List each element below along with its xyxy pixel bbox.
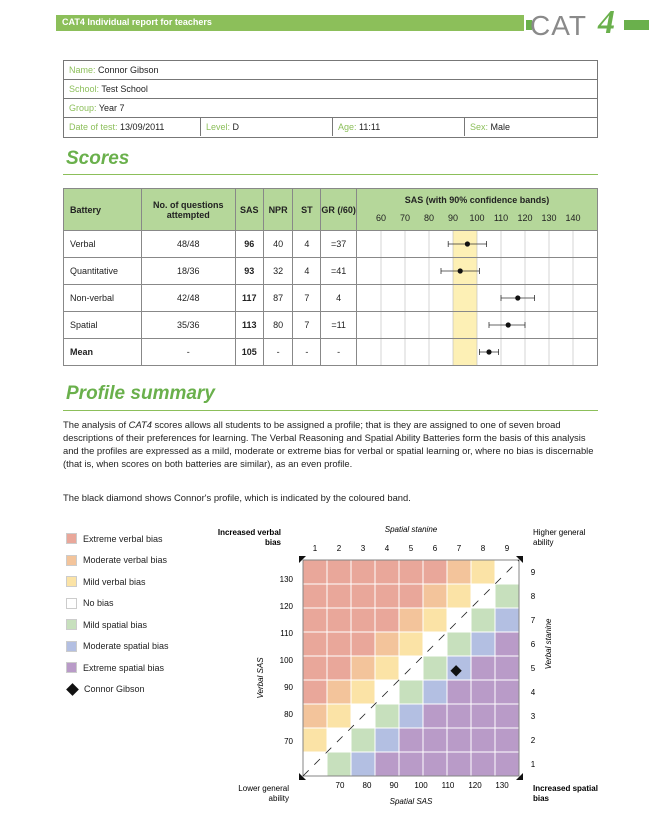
spatial-sas-label: 120 bbox=[468, 781, 482, 790]
logo-text: CAT bbox=[530, 10, 587, 41]
grid-cell bbox=[375, 560, 399, 584]
profile-heading: Profile summary bbox=[66, 383, 215, 404]
attempted-value: 48/48 bbox=[141, 231, 235, 258]
grid-cell bbox=[495, 752, 519, 776]
grid-cell bbox=[495, 704, 519, 728]
grid-cell bbox=[303, 608, 327, 632]
spatial-stanine-axis-title: Spatial stanine bbox=[384, 525, 438, 534]
grid-cell bbox=[303, 560, 327, 584]
sas-value: 117 bbox=[235, 285, 263, 312]
spatial-stanine-label: 8 bbox=[480, 544, 486, 553]
spatial-sas-label: 90 bbox=[389, 781, 399, 790]
battery-name: Quantitative bbox=[64, 258, 142, 285]
grid-cell bbox=[375, 656, 399, 680]
verbal-sas-label: 100 bbox=[279, 656, 293, 665]
verbal-sas-label: 70 bbox=[284, 737, 293, 746]
student-name: Connor Gibson bbox=[98, 65, 159, 75]
col-npr: NPR bbox=[263, 189, 293, 231]
grid-cell bbox=[447, 584, 471, 608]
level-cell: Level: D bbox=[200, 118, 239, 136]
verbal-stanine-axis-title: Verbal stanine bbox=[544, 618, 553, 670]
grid-cell bbox=[471, 608, 495, 632]
grid-cell bbox=[495, 584, 519, 608]
grid-cell bbox=[447, 632, 471, 656]
st-value: 4 bbox=[293, 258, 321, 285]
battery-name: Spatial bbox=[64, 312, 142, 339]
grid-cell bbox=[351, 752, 375, 776]
verbal-stanine-label: 4 bbox=[530, 688, 536, 697]
grid-cell bbox=[495, 680, 519, 704]
grid-cell bbox=[375, 584, 399, 608]
test-date: 13/09/2011 bbox=[120, 122, 165, 132]
npr-value: 40 bbox=[263, 231, 293, 258]
grid-cell bbox=[399, 704, 423, 728]
grid-cell bbox=[327, 704, 351, 728]
grid-cell bbox=[351, 608, 375, 632]
spatial-stanine-label: 4 bbox=[384, 544, 390, 553]
legend-label: Moderate spatial bias bbox=[83, 641, 169, 652]
npr-value: 80 bbox=[263, 312, 293, 339]
st-value: 7 bbox=[293, 312, 321, 339]
grid-cell bbox=[303, 704, 327, 728]
grid-cell bbox=[303, 656, 327, 680]
grid-cell bbox=[375, 728, 399, 752]
grid-cell bbox=[399, 728, 423, 752]
chart-header-title: SAS (with 90% confidence bands) bbox=[404, 195, 550, 205]
battery-name: Verbal bbox=[64, 231, 142, 258]
grid-cell bbox=[423, 560, 447, 584]
grid-cell bbox=[399, 584, 423, 608]
axis-tick-label: 90 bbox=[447, 213, 458, 223]
grid-cell bbox=[423, 704, 447, 728]
sas-value: 93 bbox=[235, 258, 263, 285]
spatial-stanine-label: 3 bbox=[360, 544, 366, 553]
battery-name: Mean bbox=[64, 339, 142, 366]
spatial-stanine-label: 7 bbox=[456, 544, 462, 553]
grid-cell bbox=[375, 704, 399, 728]
spatial-sas-label: 130 bbox=[495, 781, 509, 790]
grid-cell bbox=[327, 560, 351, 584]
verbal-stanine-label: 7 bbox=[530, 616, 536, 625]
verbal-stanine-label: 5 bbox=[530, 664, 536, 673]
grid-cell bbox=[471, 632, 495, 656]
axis-tick-label: 70 bbox=[399, 213, 410, 223]
grid-cell bbox=[351, 728, 375, 752]
spatial-sas-label: 110 bbox=[441, 781, 455, 790]
gr-value: 4 bbox=[321, 285, 357, 312]
grid-cell bbox=[495, 632, 519, 656]
npr-value: 87 bbox=[263, 285, 293, 312]
axis-tick-label: 120 bbox=[517, 213, 533, 223]
col-gr: GR (/60) bbox=[321, 189, 357, 231]
grid-cell bbox=[327, 632, 351, 656]
verbal-stanine-label: 2 bbox=[530, 736, 536, 745]
spatial-stanine-label: 9 bbox=[504, 544, 510, 553]
spatial-stanine-label: 2 bbox=[336, 544, 342, 553]
verbal-sas-label: 130 bbox=[279, 575, 293, 584]
grid-cell bbox=[447, 728, 471, 752]
level-value: D bbox=[232, 122, 240, 132]
scores-heading: Scores bbox=[66, 148, 130, 169]
verbal-stanine-label: 8 bbox=[530, 592, 536, 601]
legend-label: Extreme verbal bias bbox=[83, 533, 163, 544]
grid-cell bbox=[399, 752, 423, 776]
group-name: Year 7 bbox=[98, 103, 125, 113]
sas-value: 96 bbox=[235, 231, 263, 258]
grid-cell bbox=[399, 560, 423, 584]
legend-label: Mild verbal bias bbox=[83, 576, 146, 587]
axis-tick-label: 80 bbox=[423, 213, 434, 223]
grid-cell bbox=[375, 752, 399, 776]
profile-paragraph-1: The analysis of CAT4 scores allows all students to be assigned a profile; that is they are assigned to one of seven broad descriptions of their preferences for learning. The Verbal Reasoning and Spatial Ability Batteries form the basis of this analysis and the profiles are expressed as a mild, moderate or extreme bias for verbal or spatial learning or, where no bias is discernable (that is, when scores on both batteries are similar), as an even profile. bbox=[63, 419, 594, 469]
verbal-sas-label: 90 bbox=[284, 683, 293, 692]
attempted-value: 18/36 bbox=[141, 258, 235, 285]
gr-value: =11 bbox=[321, 312, 357, 339]
verbal-sas-label: 80 bbox=[284, 710, 293, 719]
grid-cell bbox=[327, 752, 351, 776]
spatial-stanine-label: 5 bbox=[408, 544, 414, 553]
grid-cell bbox=[447, 680, 471, 704]
grid-cell bbox=[303, 680, 327, 704]
verbal-sas-label: 110 bbox=[280, 629, 293, 638]
grid-cell bbox=[471, 656, 495, 680]
grid-cell bbox=[375, 632, 399, 656]
sex-cell: Sex: Male bbox=[464, 118, 510, 136]
school-row: School: Test School bbox=[64, 80, 597, 99]
grid-cell bbox=[423, 608, 447, 632]
school-name: Test School bbox=[101, 84, 148, 94]
grid-cell bbox=[423, 584, 447, 608]
axis-tick-label: 130 bbox=[541, 213, 557, 223]
grid-cell bbox=[495, 728, 519, 752]
grid-cell bbox=[375, 608, 399, 632]
gr-value: - bbox=[321, 339, 357, 366]
spatial-sas-label: 100 bbox=[414, 781, 428, 790]
name-row: Name: Connor Gibson bbox=[64, 61, 597, 80]
axis-tick-label: 100 bbox=[469, 213, 485, 223]
profile-paragraph-2: The black diamond shows Connor's profile, which is indicated by the coloured band. bbox=[63, 492, 411, 503]
age-cell: Age: 11:11 bbox=[332, 118, 380, 136]
attempted-value: - bbox=[141, 339, 235, 366]
verbal-sas-label: 120 bbox=[279, 602, 293, 611]
grid-cell bbox=[471, 680, 495, 704]
grid-cell bbox=[447, 704, 471, 728]
grid-cell bbox=[471, 752, 495, 776]
gr-value: =41 bbox=[321, 258, 357, 285]
logo-four: 4 bbox=[598, 4, 615, 41]
grid-cell bbox=[327, 608, 351, 632]
grid-cell bbox=[351, 584, 375, 608]
grid-cell bbox=[351, 632, 375, 656]
grid-cell bbox=[399, 632, 423, 656]
axis-tick-label: 140 bbox=[565, 213, 581, 223]
grid-cell bbox=[471, 728, 495, 752]
spatial-stanine-label: 1 bbox=[312, 544, 318, 553]
npr-value: 32 bbox=[263, 258, 293, 285]
st-value: 7 bbox=[293, 285, 321, 312]
spatial-stanine-label: 6 bbox=[432, 544, 438, 553]
grid-cell bbox=[303, 728, 327, 752]
legend-label: Extreme spatial bias bbox=[83, 662, 165, 673]
spatial-sas-label: 70 bbox=[335, 781, 345, 790]
verbal-stanine-label: 1 bbox=[530, 760, 536, 769]
legend-label: Mild spatial bias bbox=[83, 619, 148, 630]
col-sas: SAS bbox=[235, 189, 263, 231]
grid-cell bbox=[471, 704, 495, 728]
legend-label: Connor Gibson bbox=[84, 684, 145, 695]
grid-cell bbox=[423, 752, 447, 776]
sex-value: Male bbox=[490, 122, 511, 132]
verbal-stanine-label: 3 bbox=[530, 712, 536, 721]
grid-cell bbox=[423, 656, 447, 680]
sas-value: 113 bbox=[235, 312, 263, 339]
grid-cell bbox=[351, 656, 375, 680]
legend-label: Moderate verbal bias bbox=[83, 555, 168, 566]
group-row: Group: Year 7 bbox=[64, 99, 597, 118]
test-details-row: Date of test: 13/09/2011 Level: D Age: 11:11 Sex: Male bbox=[64, 118, 597, 137]
spatial-sas-axis-title: Spatial SAS bbox=[389, 797, 433, 806]
grid-cell bbox=[303, 632, 327, 656]
corner-label-spatial-bias: Increased spatial bias bbox=[533, 784, 598, 803]
npr-value: - bbox=[263, 339, 293, 366]
verbal-stanine-label: 6 bbox=[530, 640, 536, 649]
spatial-sas-label: 80 bbox=[362, 781, 372, 790]
grid-cell bbox=[351, 680, 375, 704]
st-value: - bbox=[293, 339, 321, 366]
report-title: CAT4 Individual report for teachers bbox=[62, 17, 212, 27]
grid-cell bbox=[327, 584, 351, 608]
grid-cell bbox=[327, 656, 351, 680]
grid-cell bbox=[423, 728, 447, 752]
grid-cell bbox=[423, 680, 447, 704]
axis-tick-label: 110 bbox=[493, 213, 509, 223]
battery-name: Non-verbal bbox=[64, 285, 142, 312]
grid-cell bbox=[447, 752, 471, 776]
axis-tick-label: 60 bbox=[375, 213, 386, 223]
grid-cell bbox=[495, 656, 519, 680]
grid-cell bbox=[495, 608, 519, 632]
grid-cell bbox=[303, 584, 327, 608]
grid-cell bbox=[447, 560, 471, 584]
verbal-stanine-label: 9 bbox=[530, 568, 536, 577]
col-st: ST bbox=[293, 189, 321, 231]
attempted-value: 35/36 bbox=[141, 312, 235, 339]
verbal-sas-axis-title: Verbal SAS bbox=[256, 657, 265, 699]
attempted-value: 42/48 bbox=[141, 285, 235, 312]
col-battery: Battery bbox=[64, 189, 142, 231]
corner-label-verbal-bias: Increased verbal bias bbox=[217, 528, 281, 547]
grid-cell bbox=[351, 560, 375, 584]
grid-cell bbox=[399, 608, 423, 632]
corner-label-higher-ability: Higher general ability bbox=[533, 528, 586, 547]
st-value: 4 bbox=[293, 231, 321, 258]
gr-value: =37 bbox=[321, 231, 357, 258]
grid-cell bbox=[327, 680, 351, 704]
corner-label-lower-ability: Lower general ability bbox=[238, 784, 289, 803]
grid-cell bbox=[471, 560, 495, 584]
grid-cell bbox=[447, 656, 471, 680]
age-value: 11:11 bbox=[359, 122, 381, 132]
sas-value: 105 bbox=[235, 339, 263, 366]
col-attempted: No. of questions attempted bbox=[141, 189, 235, 231]
legend-label: No bias bbox=[83, 598, 114, 609]
grid-cell bbox=[399, 680, 423, 704]
